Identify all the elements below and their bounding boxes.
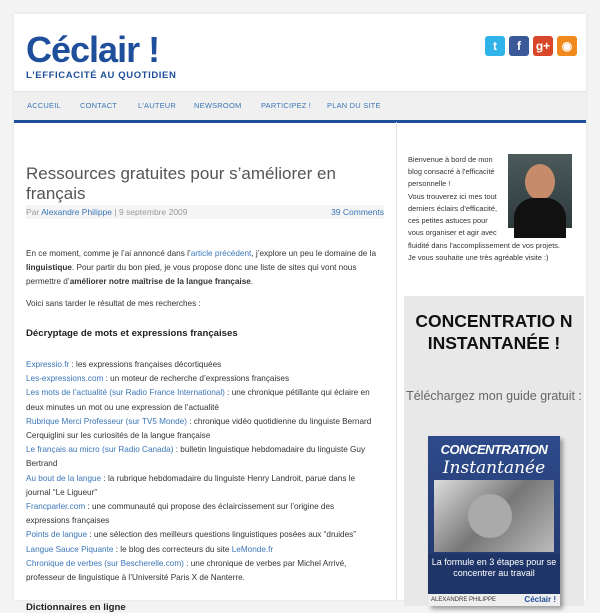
bio-line: blog consacré à l’efficacité xyxy=(408,167,495,177)
google-plus-icon[interactable]: g+ xyxy=(533,36,553,56)
bio-line: ces petites astuces pour xyxy=(408,216,488,226)
resource-link[interactable]: Au bout de la langue xyxy=(26,473,102,483)
post-date: | 9 septembre 2009 xyxy=(114,207,188,217)
twitter-icon[interactable]: t xyxy=(485,36,505,56)
bio-line: Bienvenue à bord de mon xyxy=(408,155,493,164)
resource-desc: : le blog des correcteurs du site xyxy=(113,544,232,554)
list-item xyxy=(26,415,386,443)
bio-line: Je vous souhaite une très agréable visite :) xyxy=(408,253,549,263)
section-heading: Décryptage de mots et expressions françaises xyxy=(26,328,238,339)
resource-desc: professeur de linguistique à l’Université Paris X de Nanterre. xyxy=(26,573,245,583)
resource-desc: : une communauté qui propose des éclaircissement sur l’origine des xyxy=(85,502,335,512)
book-author: ALEXANDRE PHILIPPE xyxy=(431,597,497,603)
resource-list xyxy=(26,358,386,585)
author-bio-continued xyxy=(408,240,578,264)
nav-item-newsroom[interactable]: NEWSROOM xyxy=(194,101,242,110)
intro-bold: linguistique xyxy=(26,263,72,273)
resource-desc: : une chronique de verbes par Michel Arrivé, xyxy=(183,558,347,568)
section-heading: Dictionnaires en ligne xyxy=(26,602,126,613)
intro-paragraph xyxy=(26,247,386,290)
resource-desc: Cerquiglini sur les curiosités de la langue française xyxy=(26,431,211,441)
book-footer xyxy=(428,594,560,606)
list-item xyxy=(26,472,386,500)
resource-desc: : bulletin linguistique hebdomadaire du linguiste Guy xyxy=(173,445,366,455)
lemonde-link[interactable]: LeMonde.fr xyxy=(231,544,274,554)
intro-bold: améliorer notre maîtrise de la langue française xyxy=(69,277,251,287)
nav-item-plan-du-site[interactable]: PLAN DU SITE xyxy=(327,101,381,110)
resource-desc: Bertrand xyxy=(26,459,58,469)
bio-line: vous organiser et agir avec xyxy=(408,228,497,238)
page xyxy=(14,14,586,613)
promo-subtitle: Téléchargez mon guide gratuit : xyxy=(406,389,582,403)
resource-link[interactable]: Les mots de l’actualité (sur Radio France International) xyxy=(26,388,225,398)
resource-link[interactable]: Chronique de verbes (sur Bescherelle.com) xyxy=(26,558,184,568)
intro-text: . Pour partir du bon pied, je vous propose donc une liste de sites qui vont nous xyxy=(71,263,357,273)
comments-link[interactable]: 39 Comments xyxy=(331,207,384,217)
author-bio xyxy=(408,154,504,239)
list-item xyxy=(26,386,386,414)
book-title-script: Instantanée xyxy=(442,458,546,478)
intro-text: . xyxy=(250,277,254,287)
resource-desc: : une chronique pétillante qui éclaire en xyxy=(224,388,370,398)
nav-item-accueil[interactable]: ACCUEIL xyxy=(27,101,61,110)
article-title[interactable]: Ressources gratuites pour s’améliorer en français xyxy=(26,164,336,203)
resource-link[interactable]: Francparler.com xyxy=(26,502,86,512)
ebook-promo xyxy=(404,296,584,606)
book-title: CONCENTRATION xyxy=(440,442,548,457)
resource-link[interactable]: Rubrique Merci Professeur (sur TV5 Monde) xyxy=(26,416,187,426)
book-photo xyxy=(434,480,554,552)
list-item xyxy=(26,500,386,528)
book-band-text: La formule en 3 étapes pour se concentrer au travail xyxy=(428,554,560,594)
resource-link[interactable]: Les-expressions.com xyxy=(26,374,104,384)
bio-line: Vous trouverez ici mes tout xyxy=(408,191,497,201)
list-item xyxy=(26,443,386,471)
resource-desc: : la rubrique hebdomadaire du linguiste Henry Landroit, parue dans le xyxy=(101,473,356,483)
rss-icon[interactable]: ◉ xyxy=(557,36,577,56)
book-brand: Céclair ! xyxy=(524,595,556,604)
list-item xyxy=(26,358,386,372)
sidebar xyxy=(396,122,586,604)
resource-link[interactable]: Langue Sauce Piquante xyxy=(26,544,114,554)
resource-desc: journal “Le Ligueur” xyxy=(26,487,98,497)
nav-item-contact[interactable]: CONTACT xyxy=(80,101,118,110)
article-meta xyxy=(26,205,384,219)
resource-link[interactable]: Points de langue xyxy=(26,530,87,540)
resource-link[interactable]: Expressio.fr xyxy=(26,360,70,369)
logo-tagline: L'EFFICACITÉ AU QUOTIDIEN xyxy=(26,70,177,81)
ebook-cover[interactable] xyxy=(428,436,560,606)
intro-text: En ce moment, comme je l’ai annoncé dans l’ xyxy=(26,249,191,258)
author-photo xyxy=(508,154,572,228)
bio-line: derniers éclairs d’efficacité, xyxy=(408,203,498,213)
list-item xyxy=(26,543,386,557)
article xyxy=(14,122,397,613)
meta-by: Par xyxy=(26,207,40,217)
list-item xyxy=(26,557,386,585)
list-item xyxy=(26,372,386,386)
nav-item-auteur[interactable]: L'AUTEUR xyxy=(138,101,177,110)
resource-desc: : les expressions françaises décortiquées xyxy=(69,360,222,369)
main-nav xyxy=(14,91,586,123)
resource-desc: deux minutes un mot ou une expression de l’actualité xyxy=(26,402,219,412)
list-item xyxy=(26,528,386,542)
nav-item-participez[interactable]: PARTICIPEZ ! xyxy=(261,101,312,110)
resource-desc: expressions françaises xyxy=(26,516,110,526)
resource-desc: : chronique vidéo quotidienne du linguiste Bernard xyxy=(186,416,372,426)
resource-desc: : une sélection des meilleurs questions linguistiques posées aux “druides” xyxy=(87,530,356,540)
intro-text: permettre d’ xyxy=(26,277,70,287)
bio-line: fluidité dans l’accomplissement de vos projets. xyxy=(408,241,560,250)
bio-line: personnelle ! xyxy=(408,179,451,189)
author-link[interactable]: Alexandre Philippe xyxy=(41,207,113,217)
site-logo[interactable] xyxy=(26,30,186,90)
results-paragraph: Voici sans tarder le résultat de mes recherches : xyxy=(26,299,201,308)
promo-title: CONCENTRATIO N INSTANTANÉE ! xyxy=(415,311,573,353)
resource-link[interactable]: Le français au micro (sur Radio Canada) xyxy=(26,445,174,455)
facebook-icon[interactable]: f xyxy=(509,36,529,56)
previous-article-link[interactable]: article précédent xyxy=(190,249,252,258)
resource-desc: : un moteur de recherche d’expressions françaises xyxy=(103,374,290,384)
intro-text: , j’explore un peu le domaine de la xyxy=(251,249,376,258)
logo-text: Céclair ! xyxy=(26,29,160,70)
